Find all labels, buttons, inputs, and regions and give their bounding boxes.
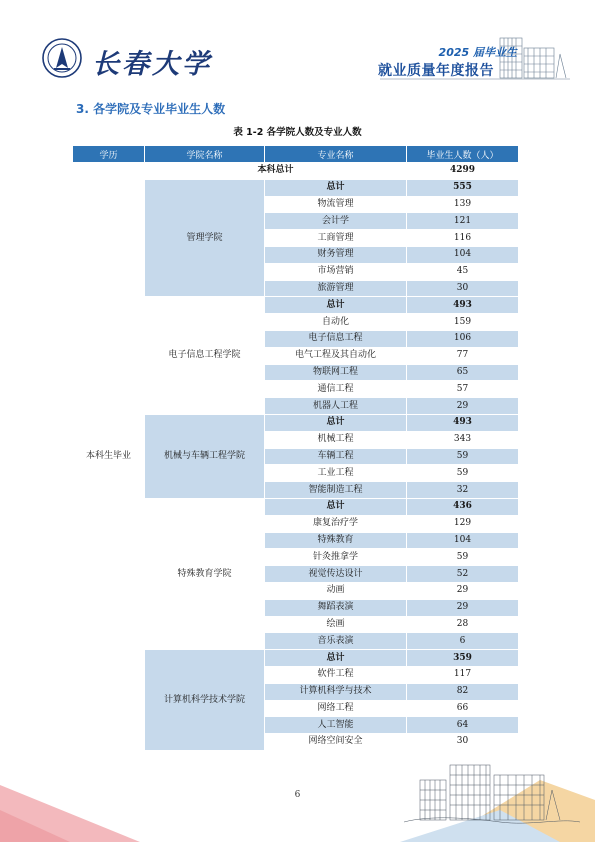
major-name-cell: 工业工程: [265, 465, 407, 482]
major-name-cell: 动画: [265, 582, 407, 599]
education-level-cell: 本科生毕业: [73, 163, 145, 751]
graduate-count-cell: 59: [407, 448, 519, 465]
graduate-count-cell: 29: [407, 599, 519, 616]
major-name-cell: 音乐表演: [265, 633, 407, 650]
graduate-count-cell: 129: [407, 515, 519, 532]
graduate-count-cell: 32: [407, 482, 519, 499]
graduate-count-cell: 59: [407, 549, 519, 566]
graduate-count-cell: 66: [407, 700, 519, 717]
graduate-count-cell: 6: [407, 633, 519, 650]
graduate-count-cell: 45: [407, 263, 519, 280]
footer-decoration: [0, 760, 595, 842]
column-header: 毕业生人数（人）: [407, 146, 519, 163]
graduate-count-cell: 159: [407, 314, 519, 331]
major-name-cell: 智能制造工程: [265, 482, 407, 499]
graduate-count-cell: 121: [407, 213, 519, 230]
college-name-cell: 机械与车辆工程学院: [145, 414, 265, 498]
college-name-cell: 特殊教育学院: [145, 498, 265, 649]
major-name-cell: 自动化: [265, 314, 407, 331]
graduate-count-cell: 29: [407, 582, 519, 599]
major-name-cell: 软件工程: [265, 666, 407, 683]
graduate-count-cell: 64: [407, 717, 519, 734]
major-name-cell: 针灸推拿学: [265, 549, 407, 566]
graduate-count-cell: 493: [407, 297, 519, 314]
college-name-cell: 管理学院: [145, 179, 265, 297]
graduate-count-cell: 57: [407, 381, 519, 398]
page-header: [0, 0, 595, 95]
page-number: 6: [294, 790, 301, 800]
graduate-count-cell: 116: [407, 230, 519, 247]
major-name-cell: 总计: [265, 414, 407, 431]
graduate-count-cell: 65: [407, 364, 519, 381]
graduate-count-cell: 117: [407, 666, 519, 683]
major-name-cell: 旅游管理: [265, 280, 407, 297]
table-header-row: [73, 146, 519, 163]
graduate-count-cell: 29: [407, 398, 519, 415]
graduate-count-cell: 59: [407, 465, 519, 482]
major-name-cell: 视觉传达设计: [265, 566, 407, 583]
column-header: 学院名称: [145, 146, 265, 163]
university-emblem-icon: [42, 38, 82, 78]
major-name-cell: 总计: [265, 297, 407, 314]
graduates-table: [72, 145, 519, 751]
college-name-cell: 电子信息工程学院: [145, 297, 265, 415]
graduate-count-cell: 104: [407, 532, 519, 549]
major-name-cell: 财务管理: [265, 246, 407, 263]
major-name-cell: 车辆工程: [265, 448, 407, 465]
major-name-cell: 市场营销: [265, 263, 407, 280]
major-name-cell: 网络工程: [265, 700, 407, 717]
major-name-cell: 电气工程及其自动化: [265, 347, 407, 364]
major-name-cell: 特殊教育: [265, 532, 407, 549]
university-logo-text: 长春大学: [92, 49, 212, 80]
major-name-cell: 总计: [265, 498, 407, 515]
major-name-cell: 总计: [265, 179, 407, 196]
major-name-cell: 人工智能: [265, 717, 407, 734]
major-name-cell: 总计: [265, 650, 407, 667]
graduate-count-cell: 555: [407, 179, 519, 196]
graduate-count-cell: 104: [407, 246, 519, 263]
major-name-cell: 电子信息工程: [265, 330, 407, 347]
grand-total-value: 4299: [407, 163, 519, 180]
major-name-cell: 舞蹈表演: [265, 599, 407, 616]
graduate-count-cell: 436: [407, 498, 519, 515]
graduate-count-cell: 343: [407, 431, 519, 448]
graduate-count-cell: 493: [407, 414, 519, 431]
graduate-count-cell: 52: [407, 566, 519, 583]
major-name-cell: 通信工程: [265, 381, 407, 398]
graduate-count-cell: 106: [407, 330, 519, 347]
major-name-cell: 康复治疗学: [265, 515, 407, 532]
major-name-cell: 会计学: [265, 213, 407, 230]
graduate-count-cell: 28: [407, 616, 519, 633]
section-title: 3. 各学院及专业毕业生人数: [76, 102, 226, 116]
table-caption: 表 1-2 各学院人数及专业人数: [233, 127, 362, 138]
grand-total-row: [73, 163, 519, 180]
grand-total-label: 本科总计: [145, 163, 407, 180]
report-year-label: 2025 届毕业生: [438, 46, 517, 59]
major-name-cell: 机械工程: [265, 431, 407, 448]
graduate-count-cell: 359: [407, 650, 519, 667]
college-name-cell: 计算机科学技术学院: [145, 650, 265, 751]
graduate-count-cell: 82: [407, 683, 519, 700]
major-name-cell: 网络空间安全: [265, 734, 407, 751]
graduate-count-cell: 30: [407, 280, 519, 297]
column-header: 学历: [73, 146, 145, 163]
major-name-cell: 绘画: [265, 616, 407, 633]
report-title: 就业质量年度报告: [378, 63, 494, 79]
major-name-cell: 工商管理: [265, 230, 407, 247]
major-name-cell: 物联网工程: [265, 364, 407, 381]
major-name-cell: 机器人工程: [265, 398, 407, 415]
column-header: 专业名称: [265, 146, 407, 163]
major-name-cell: 物流管理: [265, 196, 407, 213]
major-name-cell: 计算机科学与技术: [265, 683, 407, 700]
graduate-count-cell: 139: [407, 196, 519, 213]
graduate-count-cell: 77: [407, 347, 519, 364]
graduate-count-cell: 30: [407, 734, 519, 751]
